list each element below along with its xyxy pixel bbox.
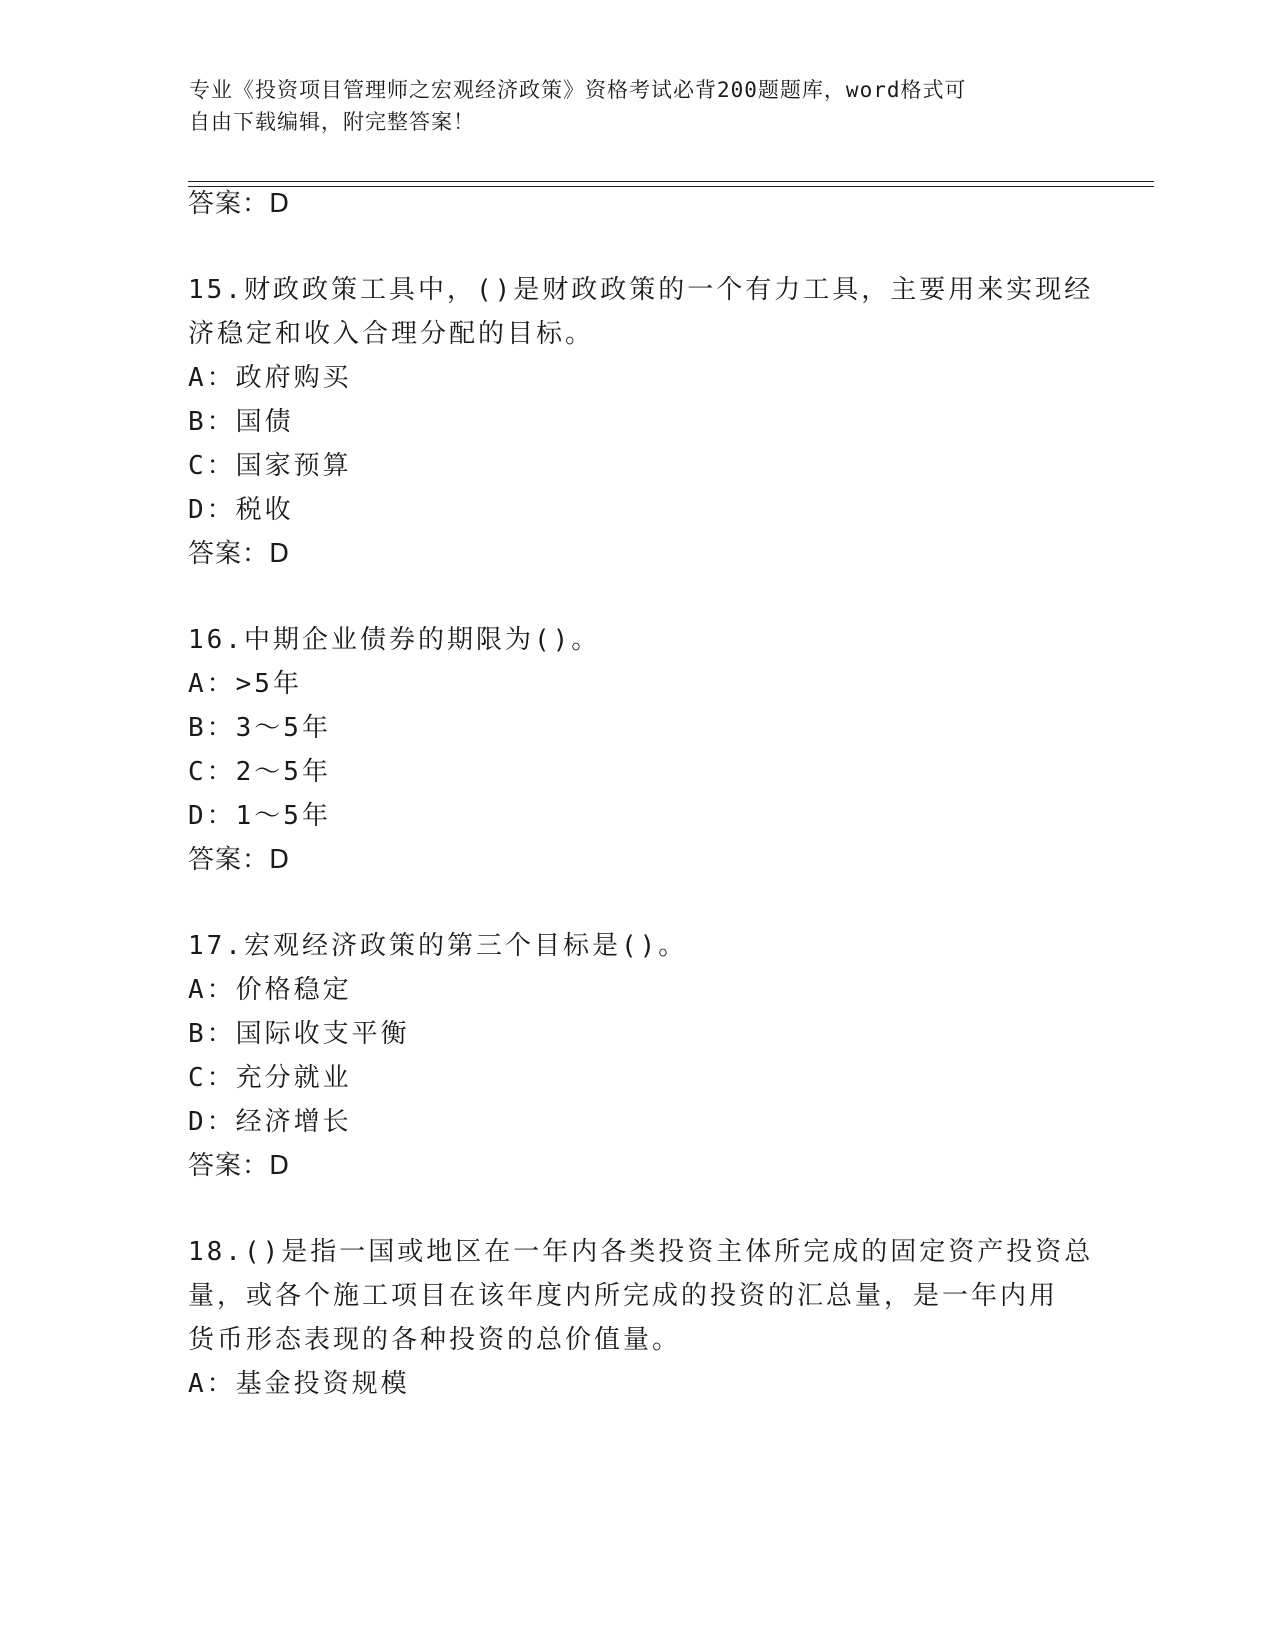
question-stem-line: 量，或各个施工项目在该年度内所完成的投资的汇总量，是一年内用	[188, 1281, 1059, 1311]
header-divider-bottom	[188, 186, 1154, 187]
question-stem-line: 17.宏观经济政策的第三个目标是()。	[188, 931, 688, 961]
header-line-2: 自由下载编辑，附完整答案！	[189, 110, 475, 134]
option-line: D：1～5年	[188, 801, 331, 831]
option-line: C：国家预算	[188, 451, 352, 481]
answer-line: 答案：D	[188, 539, 291, 569]
question-stem-line: 18.()是指一国或地区在一年内各类投资主体所完成的固定资产投资总	[188, 1237, 1094, 1267]
document-header	[189, 74, 1069, 138]
answer-line: 答案：D	[188, 189, 291, 219]
option-line: B：国债	[188, 407, 294, 437]
option-line: C：2～5年	[188, 757, 331, 787]
option-line: A：>5年	[188, 669, 302, 699]
option-line: B：国际收支平衡	[188, 1019, 410, 1049]
answer-line: 答案：D	[188, 845, 291, 875]
header-line-1: 专业《投资项目管理师之宏观经济政策》资格考试必背200题题库，word格式可	[189, 78, 967, 102]
option-line: D：经济增长	[188, 1107, 352, 1137]
question-stem-line: 16.中期企业债券的期限为()。	[188, 625, 601, 655]
header-divider-top	[188, 181, 1154, 182]
question-stem-line: 货币形态表现的各种投资的总价值量。	[188, 1325, 682, 1355]
option-line: C：充分就业	[188, 1063, 352, 1093]
question-stem-line: 济稳定和收入合理分配的目标。	[188, 319, 595, 349]
option-line: A：基金投资规模	[188, 1369, 410, 1399]
option-line: B：3～5年	[188, 713, 331, 743]
option-line: A：价格稳定	[188, 975, 352, 1005]
answer-line: 答案：D	[188, 1151, 291, 1181]
option-line: D：税收	[188, 495, 294, 525]
question-stem-line: 15.财政政策工具中，()是财政政策的一个有力工具，主要用来实现经	[188, 275, 1094, 305]
option-line: A：政府购买	[188, 363, 352, 393]
